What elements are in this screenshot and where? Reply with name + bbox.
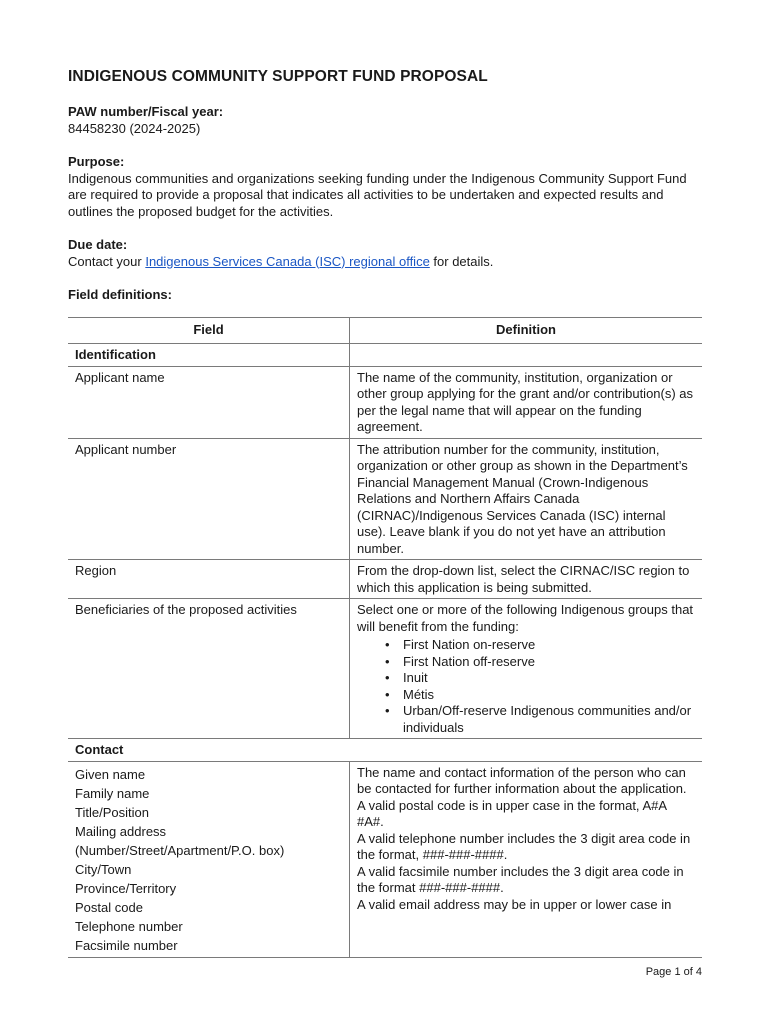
purpose-text: Indigenous communities and organizations seeking funding under the Indigenous Community Support Fund are required to provide a proposal that indicates all activities to be undertaken and expected results and outlines the proposed budget for the activities. <box>68 170 687 219</box>
due-date-section <box>68 237 702 270</box>
title-position-field: Title/Position <box>75 804 149 820</box>
contact-fields-cell <box>68 761 350 957</box>
telephone-definition: A valid telephone number includes the 3 digit area code in the format, ###-###-####. <box>357 830 691 862</box>
family-name-field: Family name <box>75 785 150 801</box>
identification-heading: Identification <box>68 344 350 367</box>
applicant-name-definition: The name of the community, institution, organization or other group applying for the grant and/or contribution(s) as per the legal name that will appear on the funding agreement. <box>350 366 703 438</box>
given-name-field: Given name <box>75 766 146 782</box>
facsimile-definition: A valid facsimile number includes the 3 digit area code in the format ###-###-####. <box>357 863 684 895</box>
region-definition: From the drop-down list, select the CIRNAC/ISC region to which this application is being submitted. <box>350 560 703 599</box>
list-item: • Urban/Off-reserve Indigenous communities and/or individuals <box>385 703 695 736</box>
table-row <box>68 560 702 599</box>
table-header-row <box>68 317 702 344</box>
applicant-name-field: Applicant name <box>68 366 350 438</box>
telephone-number-field: Telephone number <box>75 918 183 934</box>
list-item: • Inuit <box>385 670 695 687</box>
contact-person-definition: The name and contact information of the person who can be contacted for further information about the application. <box>357 764 687 796</box>
due-date-label: Due date: <box>68 237 128 252</box>
table-row <box>68 761 702 957</box>
applicant-number-definition: The attribution number for the community, institution, organization or other group as shown in the Department’s Financial Management Manual (Crown-Indigenous Relations and Northern Affairs Canada (CIRNAC)/Indigenous Services Canada (ISC) internal use). Leave blank if you do not yet have an attribution number. <box>350 438 703 560</box>
facsimile-number-field: Facsimile number <box>75 937 178 953</box>
list-item: • Métis <box>385 687 695 704</box>
definition-column-header: Definition <box>350 317 703 344</box>
beneficiary-group-list <box>357 637 695 736</box>
table-row <box>68 438 702 560</box>
contact-definitions-cell <box>350 761 703 957</box>
paw-label: PAW number/Fiscal year: <box>68 104 224 119</box>
beneficiaries-definition: Select one or more of the following Indigenous groups that will benefit from the funding: <box>357 602 694 634</box>
province-territory-field: Province/Territory <box>75 880 177 896</box>
identification-group-row <box>68 344 702 367</box>
contact-group-row <box>68 739 702 762</box>
isc-regional-office-link[interactable]: Indigenous Services Canada (ISC) regional office <box>145 253 430 269</box>
region-field: Region <box>68 560 350 599</box>
purpose-label: Purpose: <box>68 154 125 169</box>
field-definitions-label: Field definitions: <box>68 287 172 302</box>
table-row <box>68 599 702 739</box>
postal-code-field: Postal code <box>75 899 143 915</box>
paw-section <box>68 104 702 137</box>
mailing-address-field: Mailing address (Number/Street/Apartment/P.O. box) <box>75 823 285 858</box>
page-title: INDIGENOUS COMMUNITY SUPPORT FUND PROPOSAL <box>68 68 488 85</box>
city-town-field: City/Town <box>75 861 132 877</box>
list-item: • First Nation on-reserve <box>385 637 695 654</box>
postal-code-definition: A valid postal code is in upper case in the format, A#A #A#. <box>357 797 667 829</box>
field-definitions-section <box>68 287 702 304</box>
due-date-prefix: Contact your <box>68 253 146 269</box>
table-row <box>68 366 702 438</box>
beneficiaries-field: Beneficiaries of the proposed activities <box>68 599 350 739</box>
document-page <box>68 68 702 958</box>
field-definitions-table <box>68 317 702 958</box>
beneficiaries-definition-cell <box>350 599 703 739</box>
page-number: Page 1 of 4 <box>645 966 702 978</box>
contact-heading: Contact <box>68 739 350 762</box>
email-definition: A valid email address may be in upper or lower case in <box>357 896 672 912</box>
field-column-header: Field <box>68 317 350 344</box>
due-date-suffix: for details. <box>429 253 494 269</box>
applicant-number-field: Applicant number <box>68 438 350 560</box>
purpose-section <box>68 154 702 220</box>
paw-value: 84458230 (2024-2025) <box>68 120 201 136</box>
list-item: • First Nation off-reserve <box>385 654 695 671</box>
